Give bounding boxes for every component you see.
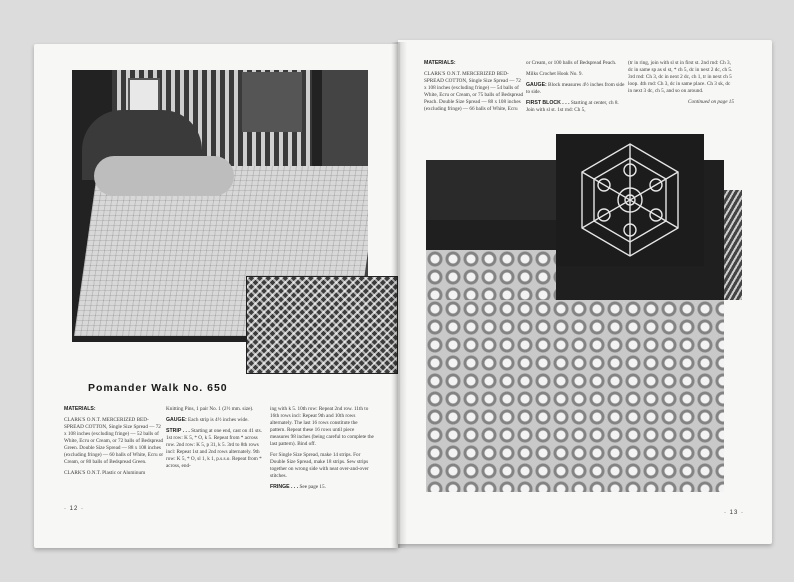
strip-label: STRIP . . .: [166, 428, 190, 434]
materials-label-right: MATERIALS:: [424, 60, 456, 66]
pomander-walk-swatch-photo: [246, 276, 398, 374]
right-page: [398, 40, 772, 544]
right-column-3: [628, 60, 734, 110]
left-page-title: Pomander Walk No. 650: [88, 382, 228, 394]
first-block-label: FIRST BLOCK . . .: [526, 100, 570, 106]
needles-text: Knitting Pins, 1 pair No. 1 (2½ mm. size).: [166, 406, 254, 412]
first-block-text: Starting at center, ch 8. Join with sl st. 1st rnd: Ch 5,: [526, 100, 619, 113]
continued-note: Continued on page 15: [688, 99, 734, 105]
rounds-text: (tr in ring, join with sl st in first st. 2nd rnd: Ch 3, dc in same sp as sl st, * ch 5, dc in next 2 dc, ch 5. 3rd rnd: Ch 3, dc in next 2 dc, ch 1, tr in next ch 5 loop. 4th rnd: Ch 3, dc in same place. Ch 3 sk, dc in next 3 dc, ch 5, and so on around.: [628, 60, 733, 94]
left-column-2: [166, 406, 266, 474]
left-page: [34, 44, 398, 548]
pattern-text: ing with k 5. 10th row: Repeat 2nd row. 11th to 16th rows incl: Repeat 9th and 10th rows alternately. The last 16 rows constitute the pattern. Repeat these 16 rows until piece measures 98 inches (being careful to complete the last pattern). Bind off.: [270, 406, 374, 447]
left-column-1: [64, 406, 164, 481]
left-page-number: · 12 ·: [64, 506, 85, 512]
materials-text: CLARK'S O.N.T. MERCERIZED BED-SPREAD COTTON, Single Size Spread — 72 x 108 inches (excluding fringe) — 52 balls of White, Ecru or Cream, or 72 balls of Bedspread Green. Double Size Spread — 88 x 108 inches (excluding fringe) — 60 balls of White, Ecru or Cream, or 80 balls of Bedspread Green.: [64, 417, 164, 465]
starbright-doily-photo: [556, 134, 704, 266]
fringe-label: FRINGE . . .: [270, 484, 299, 490]
materials-footer: CLARK'S O.N.T. Plastic or Aluminum: [64, 470, 146, 476]
hook-text: Milks Crochet Hook No. 9.: [526, 71, 583, 77]
fringe-text: See page 15.: [299, 484, 326, 490]
strip-text: Starting at one end, cast on 41 sts. 1st row: K 5, * O, k 5. Repeat from * across row. 2nd row: K 5, p 31, k 5. 3rd to 8th rows incl: Repeat 1st and 2nd rows alternately. 9th row: K 5, * O, sl 1, k 1, p.s.s.o. Repeat from * across, end-: [166, 428, 262, 469]
left-column-3: [270, 406, 374, 495]
gauge-label-right: GAUGE:: [526, 82, 547, 88]
materials-cont-text: or Cream, or 100 balls of Bedspread Peach.: [526, 60, 617, 66]
materials-text-right: CLARK'S O.N.T. MERCERIZED BED-SPREAD COTTON, Single Size Spread — 72 x 108 inches (excluding fringe) — 54 balls of White, Ecru or Cream, or 75 balls of Bedspread Peach. Double Size Spread — 88 x 108 inches (excluding fringe) — 66 balls of White, Ecru: [424, 71, 524, 112]
side-fabric-photo: [724, 190, 742, 300]
right-column-1: [424, 60, 524, 117]
right-column-2: [526, 60, 626, 118]
doily-motif: [556, 134, 704, 266]
assembly-text: For Single Size Spread, make 14 strips. For Double Size Spread, make 18 strips. Sew strips together on wrong side with neat over-and-over stitches.: [270, 452, 369, 479]
right-page-number: · 13 ·: [724, 510, 745, 516]
gauge-text: Each strip is 4½ inches wide.: [188, 417, 249, 423]
gauge-label: GAUGE:: [166, 417, 187, 423]
materials-label: MATERIALS:: [64, 406, 96, 412]
gauge-text-right: Block measures 4½ inches from side to side.: [526, 82, 625, 95]
